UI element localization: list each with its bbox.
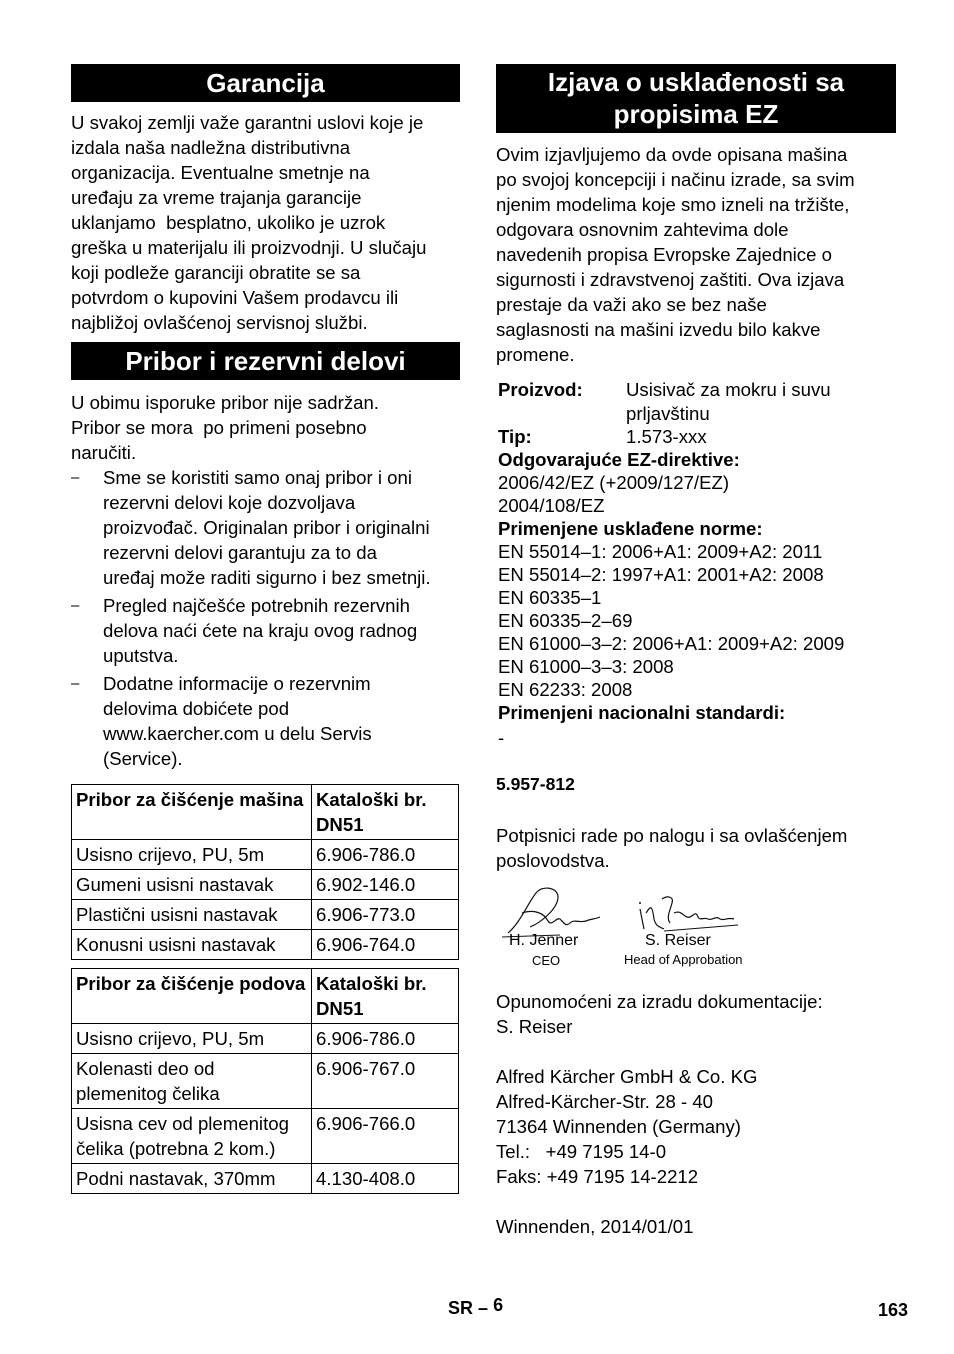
company-address	[496, 1064, 896, 1189]
text-line: po svojoj koncepciji i načinu izrade, sa svim	[496, 169, 855, 190]
floor-accessories-table	[71, 968, 459, 1194]
table-cell: Podni nastavak, 370mm	[72, 1164, 312, 1194]
table-cell: 4.130-408.0	[312, 1164, 459, 1194]
national-label: Primenjeni nacionalni standardi:	[498, 702, 786, 723]
signer1-role: CEO	[532, 953, 561, 968]
text-line: delovima dobićete pod	[103, 698, 290, 719]
text-line: EN 55014–2: 1997+A1: 2001+A2: 2008	[498, 564, 824, 585]
text-line: delova naći ćete na kraju ovog radnog	[103, 620, 418, 641]
text-line: Dodatne informacije o rezervnim	[103, 673, 371, 694]
warranty-heading: Garancija	[71, 64, 460, 102]
text-line: Usisivač za mokru i suvu	[626, 379, 831, 400]
signatures	[496, 881, 896, 991]
text-line: Potpisnici rade po nalogu i sa ovlašćenjem	[496, 825, 848, 846]
text-line: njenim modelima koje smo izneli na tržište,	[496, 194, 850, 215]
text-line: naručiti.	[71, 442, 137, 463]
page-number: 163	[878, 1300, 909, 1320]
text-line: uklanjamo besplatno, ukoliko je uzrok	[71, 212, 386, 233]
table-header-cell: Pribor za čišćenje podova	[72, 969, 312, 1024]
table-header-row	[72, 785, 459, 840]
product-spec	[496, 377, 896, 448]
text-line: EN 55014–1: 2006+A1: 2009+A2: 2011	[498, 541, 823, 562]
text-line: Alfred Kärcher GmbH & Co. KG	[496, 1066, 758, 1087]
text-line: rezervni delovi koje dozvoljava	[103, 492, 356, 513]
table-cell: 6.902-146.0	[312, 870, 459, 900]
spec-row	[496, 425, 896, 448]
text-line: uređaj može raditi sigurno i bez smetnji.	[103, 567, 431, 588]
table-cell: 6.906-786.0	[312, 1024, 459, 1054]
list-item	[71, 593, 460, 668]
document-number: 5.957-812	[496, 774, 575, 794]
spec-row	[496, 377, 896, 425]
link-text[interactable]: www.kaercher.com u delu Servis	[103, 723, 372, 744]
table-cell: 6.906-764.0	[312, 930, 459, 960]
table-row	[72, 930, 459, 960]
text-line: EN 60335–2–69	[498, 610, 633, 631]
place-date: Winnenden, 2014/01/01	[496, 1216, 694, 1237]
text-line: EN 61000–3–2: 2006+A1: 2009+A2: 2009	[498, 633, 845, 654]
text-line: proizvođač. Originalan pribor i originalni	[103, 517, 430, 538]
table-cell: 6.906-767.0	[312, 1054, 459, 1109]
table-row	[72, 840, 459, 870]
footer-section-page: 6	[493, 1295, 504, 1315]
text-line: Sme se koristiti samo onaj pribor i oni	[103, 467, 412, 488]
dash-marker: –	[71, 675, 80, 692]
table-row	[72, 1024, 459, 1054]
text-line: Tel.: +49 7195 14-0	[496, 1141, 667, 1162]
spec-label: Tip:	[498, 426, 532, 447]
table-header-cell: Pribor za čišćenje mašina	[72, 785, 312, 840]
text-line: prestaje da važi ako se bez naše	[496, 294, 767, 315]
left-column	[71, 64, 460, 1194]
directives-block	[496, 448, 896, 749]
heading-line: propisima EZ	[613, 99, 779, 129]
directives-label: Odgovarajuće EZ-direktive:	[498, 449, 740, 470]
accessories-heading: Pribor i rezervni delovi	[71, 342, 460, 380]
list-item	[71, 671, 460, 771]
text-line: (Service).	[103, 748, 183, 769]
text-line: 71364 Winnenden (Germany)	[496, 1116, 741, 1137]
text-line: 2006/42/EZ (+2009/127/EZ)	[498, 472, 730, 493]
text-line: U svakoj zemlji važe garantni uslovi koje je	[71, 112, 424, 133]
text-line: EN 62233: 2008	[498, 679, 633, 700]
text-line: potvrdom o kupovini Vašem prodavcu ili	[71, 287, 399, 308]
table-header-cell: Kataloški br. DN51	[312, 969, 459, 1024]
dash-marker: –	[71, 469, 80, 486]
table-cell: 6.906-766.0	[312, 1109, 459, 1164]
text-line: organizacija. Eventualne smetnje na	[71, 162, 370, 183]
text-line: najbližoj ovlašćenoj servisnoj službi.	[71, 312, 368, 333]
dash-marker: –	[71, 597, 80, 614]
warranty-text	[71, 110, 460, 335]
table-cell: 6.906-786.0	[312, 840, 459, 870]
text-line: Pregled najčešće potrebnih rezervnih	[103, 595, 410, 616]
text-line: koji podleže garanciji obratite se sa	[71, 262, 361, 283]
spec-value	[626, 377, 896, 425]
table-cell: Usisno crijevo, PU, 5m	[72, 840, 312, 870]
text-line: Pribor se mora po primeni posebno	[71, 417, 367, 438]
text-line: rezervni delovi garantuju za to da	[103, 542, 377, 563]
table-row	[72, 1109, 459, 1164]
declaration-heading	[496, 64, 896, 133]
text-line: greška u materijalu ili proizvodnji. U slučaju	[71, 237, 427, 258]
text-line: prljavštinu	[626, 403, 710, 424]
footer-lang: SR	[448, 1298, 474, 1318]
table-cell: Kolenasti deo od plemenitog čelika	[72, 1054, 312, 1109]
table-cell: Gumeni usisni nastavak	[72, 870, 312, 900]
signer2-name: S. Reiser	[645, 932, 711, 949]
text-line: poslovodstva.	[496, 850, 610, 871]
footer-dash: –	[478, 1298, 489, 1318]
text-line: promene.	[496, 344, 575, 365]
table-row	[72, 1164, 459, 1194]
text-line: Alfred-Kärcher-Str. 28 - 40	[496, 1091, 714, 1112]
text-line: U obimu isporuke pribor nije sadržan.	[71, 392, 379, 413]
accessories-bullet-list	[71, 465, 460, 771]
text-line: -	[498, 727, 505, 748]
spec-value: 1.573-xxx	[626, 426, 707, 447]
text-line: Ovim izjavljujemo da ovde opisana mašina	[496, 144, 848, 165]
machine-accessories-table	[71, 784, 459, 960]
text-line: saglasnosti na mašini izvedu bilo kakve	[496, 319, 821, 340]
text-line: uređaju za vreme trajanja garancije	[71, 187, 362, 208]
text-line: Opunomoćeni za izradu dokumentacije:	[496, 991, 823, 1012]
signer2-role: Head of Approbation	[624, 952, 743, 967]
list-item	[71, 465, 460, 590]
heading-line: Izjava o usklađenosti sa	[547, 67, 845, 97]
spec-label: Proizvod:	[498, 379, 583, 400]
table-header-cell: Kataloški br. DN51	[312, 785, 459, 840]
table-row	[72, 870, 459, 900]
text-line: odgovara osnovnim zahtevima dole	[496, 219, 789, 240]
table-cell: Usisno crijevo, PU, 5m	[72, 1024, 312, 1054]
norms-label: Primenjene usklađene norme:	[498, 518, 763, 539]
table-header-row	[72, 969, 459, 1024]
table-cell: Plastični usisni nastavak	[72, 900, 312, 930]
signer1-name: H. Jenner	[509, 932, 579, 949]
table-cell: Usisna cev od plemenitog čelika (potrebna 2 kom.)	[72, 1109, 312, 1164]
accessories-intro	[71, 390, 460, 465]
table-cell: Konusni usisni nastavak	[72, 930, 312, 960]
signers-text	[496, 823, 896, 873]
text-line: izdala naša nadležna distributivna	[71, 137, 351, 158]
text-line: 2004/108/EZ	[498, 495, 605, 516]
text-line: uputstva.	[103, 645, 179, 666]
text-line: Faks: +49 7195 14-2212	[496, 1166, 699, 1187]
table-row	[72, 1054, 459, 1109]
text-line: S. Reiser	[496, 1016, 573, 1037]
table-cell: 6.906-773.0	[312, 900, 459, 930]
table-row	[72, 900, 459, 930]
right-column	[496, 64, 896, 1239]
text-line: EN 60335–1	[498, 587, 602, 608]
text-line: navedenih propisa Evropske Zajednice o	[496, 244, 832, 265]
declaration-text	[496, 142, 896, 367]
authorized-text	[496, 989, 896, 1039]
text-line: EN 61000–3–3: 2008	[498, 656, 674, 677]
text-line: sigurnosti i zdravstvenoj zaštiti. Ova izjava	[496, 269, 845, 290]
footer-section-label	[448, 1296, 503, 1321]
